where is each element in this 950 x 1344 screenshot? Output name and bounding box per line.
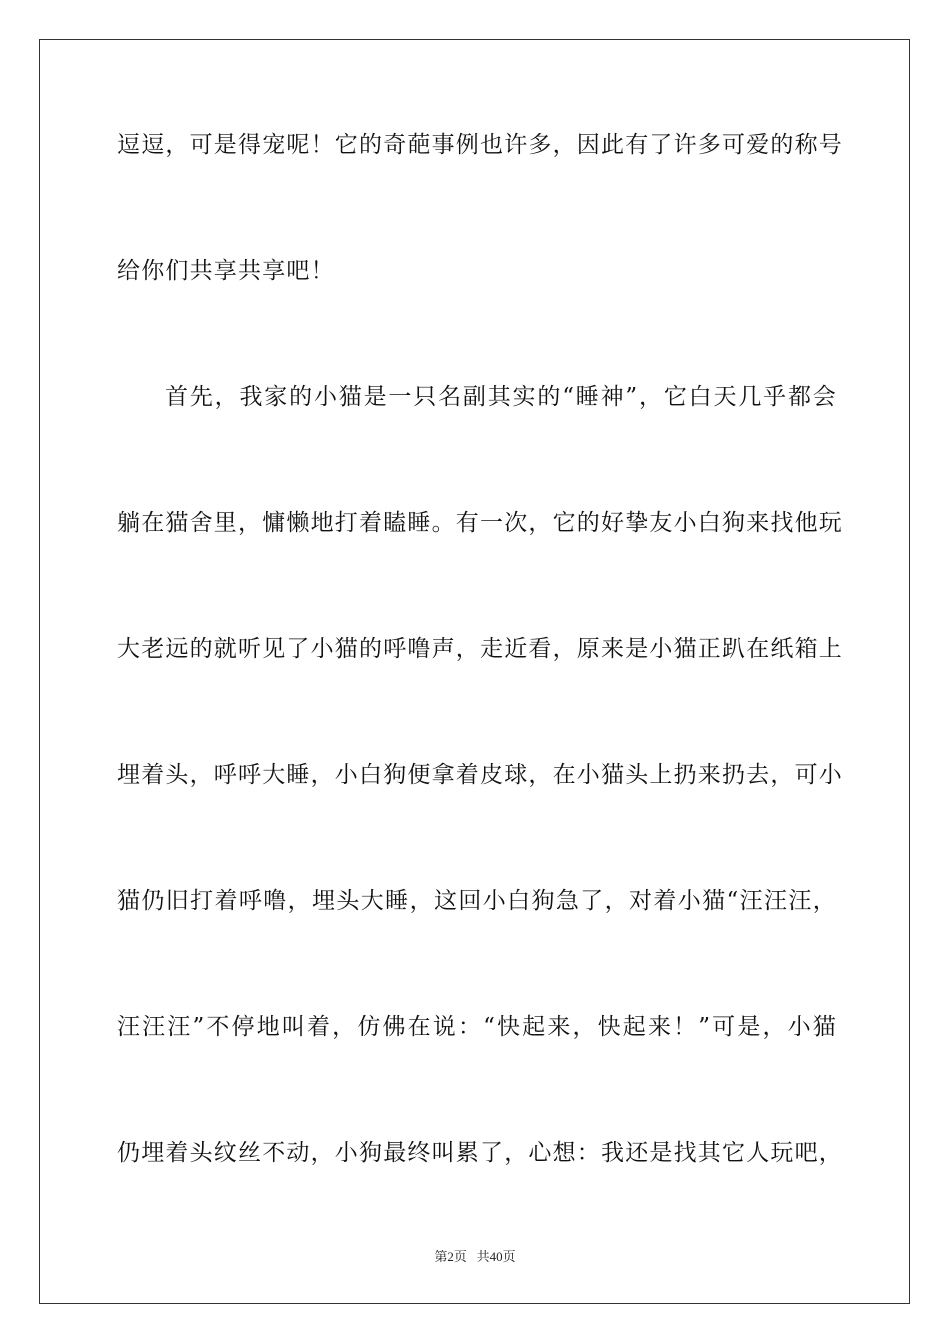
paragraph-line-9: 仍埋着头纹丝不动，小狗最终叫累了，心想：我还是找其它人玩吧， <box>117 1140 843 1166</box>
paragraph-line-1: 逗逗，可是得宠呢！它的奇葩事例也许多，因此有了许多可爱的称号 <box>117 132 843 158</box>
paragraph-line-6: 埋着头，呼呼大睡，小白狗便拿着皮球，在小猫头上扔来扔去，可小 <box>117 762 843 788</box>
page-number: 第2页 <box>434 1249 467 1264</box>
paragraph-line-8: 汪汪汪”不停地叫着，仿佛在说：“快起来，快起来！”可是，小猫 <box>117 1014 837 1040</box>
paragraph-line-2: 给你们共享共享吧！ <box>117 258 335 284</box>
paragraph-line-7: 猫仍旧打着呼噜，埋头大睡，这回小白狗急了，对着小猫“汪汪汪， <box>117 888 837 914</box>
paragraph-line-3: 首先，我家的小猫是一只名副其实的“睡神”，它白天几乎都会 <box>165 384 837 410</box>
page-footer <box>0 1246 950 1265</box>
paragraph-line-4: 躺在猫舍里，慵懒地打着瞌睡。有一次，它的好挚友小白狗来找他玩 <box>117 510 843 536</box>
paragraph-line-5: 大老远的就听见了小猫的呼噜声，走近看，原来是小猫正趴在纸箱上 <box>117 636 843 662</box>
page-total: 共40页 <box>476 1249 516 1264</box>
page-border <box>39 39 910 1304</box>
